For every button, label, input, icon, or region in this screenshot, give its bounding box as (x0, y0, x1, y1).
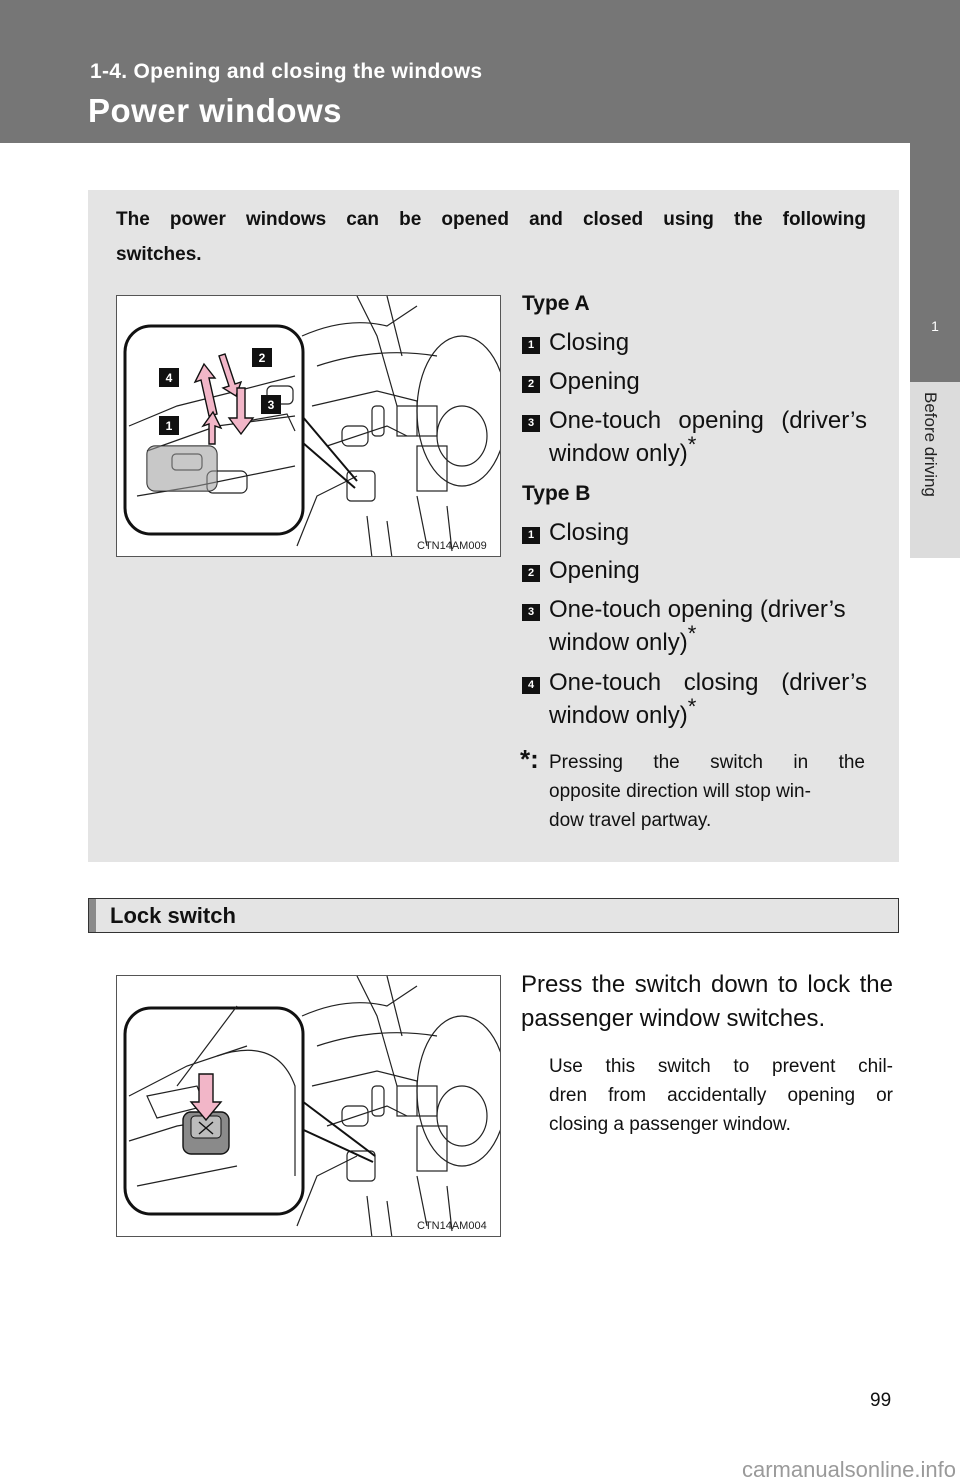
type-b-item-4-text: One-touch closing (driver’s window only) (549, 669, 867, 729)
lock-switch-note (549, 1052, 893, 1139)
type-b-num-1: 1 (522, 527, 540, 544)
type-b-item-1: Closing (549, 519, 630, 546)
intro-text-line2: switches. (116, 244, 202, 265)
lock-switch-body: Press the switch down to lock the passenger window switches. (521, 971, 893, 1032)
footnote-mark: *: (520, 744, 539, 774)
lock-note-line: Use this switch to prevent chil- (549, 1056, 893, 1077)
lock-switch-figure (116, 975, 501, 1237)
callout-2: 2 (258, 351, 266, 365)
footnote-text (549, 748, 865, 835)
type-a-num-3: 3 (522, 415, 540, 432)
lock-note-line: dren from accidentally opening or (549, 1085, 893, 1106)
page-number: 99 (870, 1390, 892, 1411)
type-b-item-3 (549, 593, 867, 659)
page-title: Power windows (88, 92, 343, 129)
section-label: 1-4. Opening and closing the windows (90, 60, 483, 83)
callout-1: 1 (165, 419, 173, 433)
type-b-item-2: Opening (549, 557, 640, 584)
footnote-star: * (687, 432, 697, 457)
intro-text-line1: The power windows can be opened and closed using the following (116, 209, 866, 230)
window-switch-illustration (117, 296, 501, 557)
lock-switch-illustration (117, 976, 501, 1237)
type-a-heading: Type A (522, 292, 590, 315)
type-b-num-2: 2 (522, 565, 540, 582)
footnote-line: Pressing the switch in the (549, 752, 865, 773)
figure-code: CTN14AM009 (417, 540, 487, 552)
callout-3: 3 (267, 398, 275, 412)
type-a-num-1: 1 (522, 337, 540, 354)
chapter-name: Before driving (921, 392, 940, 497)
chapter-number: 1 (931, 318, 939, 334)
footnote-star: * (687, 694, 697, 719)
lock-note-line: closing a passenger window. (549, 1114, 791, 1135)
type-b-item-4 (549, 666, 867, 732)
footnote-line: opposite direction will stop win- (549, 781, 811, 802)
type-a-item-3-text: One-touch opening (driver’s window only) (549, 407, 867, 467)
watermark: carmanualsonline.info (741, 1457, 956, 1482)
type-a-num-2: 2 (522, 376, 540, 393)
type-b-num-3: 3 (522, 604, 540, 621)
footnote-line: dow travel partway. (549, 810, 712, 831)
heading-accent (89, 899, 96, 932)
window-switch-figure (116, 295, 501, 557)
footnote-star: * (687, 621, 697, 646)
type-b-num-4: 4 (522, 677, 540, 694)
type-b-item-3-text: One-touch opening (driver’s window only) (549, 596, 846, 656)
type-a-item-1: Closing (549, 329, 630, 356)
type-a-item-3 (549, 404, 867, 470)
callout-4: 4 (165, 371, 173, 385)
type-b-heading: Type B (522, 482, 591, 505)
type-a-item-2: Opening (549, 368, 640, 395)
figure-code: CTN14AM004 (417, 1220, 487, 1232)
lock-switch-heading: Lock switch (110, 903, 236, 928)
